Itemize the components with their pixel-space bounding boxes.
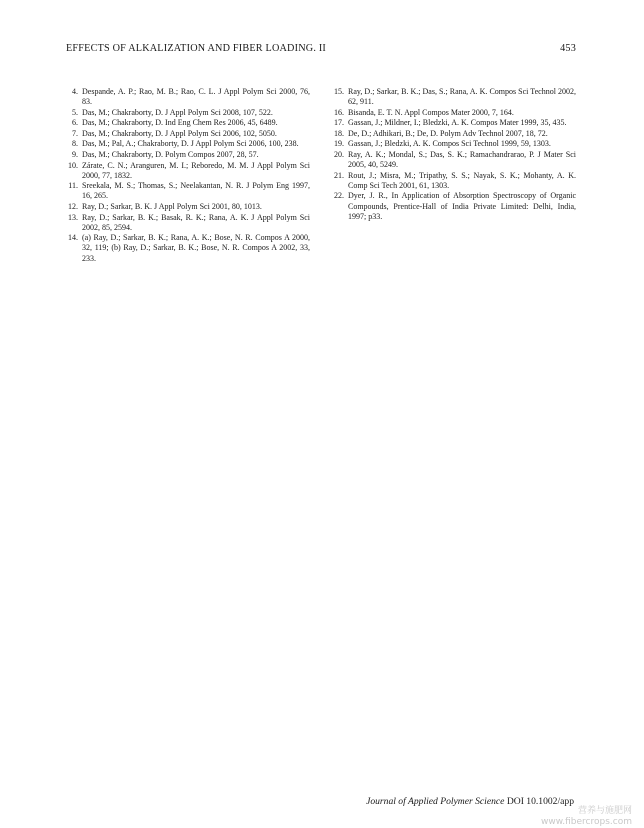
journal-name: Journal of Applied Polymer Science — [366, 796, 505, 807]
reference-number: 13. — [68, 212, 78, 222]
reference-text: Das, M.; Chakraborty, D. J Appl Polym Sci 2006, 102, 5050. — [82, 128, 277, 138]
reference-number: 11. — [68, 181, 78, 191]
reference-item — [66, 213, 310, 233]
reference-text: Ray, D.; Sarkar, B. K.; Das, S.; Rana, A. K. Compos Sci Technol 2002, 62, 911. — [348, 87, 576, 107]
reference-number: 12. — [68, 202, 78, 212]
reference-text: Ray, D.; Sarkar, B. K. J Appl Polym Sci 2001, 80, 1013. — [82, 202, 262, 212]
reference-text: Das, M.; Chakraborty, D. J Appl Polym Sci 2008, 107, 522. — [82, 107, 273, 117]
reference-number: 10. — [68, 160, 78, 170]
reference-text: Gassan, J.; Bledzki, A. K. Compos Sci Technol 1999, 59, 1303. — [348, 139, 551, 149]
reference-item — [66, 139, 310, 149]
reference-item — [66, 161, 310, 181]
references-right-column — [332, 87, 576, 222]
reference-text: Rout, J.; Misra, M.; Tripathy, S. S.; Nayak, S. K.; Mohanty, A. K. Comp Sci Tech 2001, 61, 1303. — [348, 170, 576, 190]
reference-item — [332, 118, 576, 128]
reference-number: 6. — [72, 118, 78, 128]
reference-number: 19. — [334, 139, 344, 149]
reference-item — [332, 191, 576, 221]
reference-number: 4. — [72, 87, 78, 96]
reference-number: 5. — [72, 107, 78, 117]
doi-text: DOI 10.1002/app — [506, 796, 574, 807]
watermark — [541, 806, 632, 828]
reference-item — [66, 129, 310, 139]
reference-number: 9. — [72, 150, 78, 160]
reference-number: 16. — [334, 107, 344, 117]
watermark-line: 营养与施肥网 — [577, 806, 632, 816]
reference-text: (a) Ray, D.; Sarkar, B. K.; Rana, A. K.; Bose, N. R. Compos A 2000, 32, 119; (b) Ray, D.; Sarkar, B. K.; Bose, N. R. Compos A 2002, 33, 233. — [82, 233, 310, 263]
reference-item — [332, 171, 576, 191]
reference-item — [332, 139, 576, 149]
reference-number: 20. — [334, 150, 344, 160]
reference-text: Das, M.; Chakraborty, D. Ind Eng Chem Res 2006, 45, 6489. — [82, 118, 278, 128]
reference-item — [66, 202, 310, 212]
running-title: EFFECTS OF ALKALIZATION AND FIBER LOADING. II — [66, 43, 327, 54]
reference-text: Ray, A. K.; Mondal, S.; Das, S. K.; Ramachandrarao, P. J Mater Sci 2005, 40, 5249. — [348, 150, 576, 170]
reference-item — [332, 150, 576, 170]
reference-item — [66, 150, 310, 160]
reference-text: Dyer, J. R., In Application of Absorption Spectroscopy of Organic Compounds, Prentice-Hall of India Private Limited: Delhi, India, 1997; p33. — [348, 191, 576, 221]
reference-text: Gassan, J.; Mildner, I.; Bledzki, A. K. Compos Mater 1999, 35, 435. — [348, 118, 567, 128]
reference-item — [66, 181, 310, 201]
reference-text: Despande, A. P.; Rao, M. B.; Rao, C. L. J Appl Polym Sci 2000, 76, 83. — [82, 87, 310, 107]
page-number: 453 — [560, 43, 576, 54]
reference-text: Zárate, C. N.; Aranguren, M. I.; Reboredo, M. M. J Appl Polym Sci 2000, 77, 1832. — [82, 160, 310, 180]
references-left-column — [66, 87, 310, 264]
reference-text: Das, M.; Pal, A.; Chakraborty, D. J Appl Polym Sci 2006, 100, 238. — [82, 139, 299, 149]
reference-number: 17. — [334, 118, 344, 128]
reference-item — [66, 108, 310, 118]
reference-item — [66, 233, 310, 263]
reference-item — [66, 87, 310, 107]
watermark-url: www.fibercrops.com — [541, 817, 632, 827]
reference-item — [66, 118, 310, 128]
reference-item — [332, 129, 576, 139]
reference-number: 15. — [334, 87, 344, 96]
reference-item — [332, 108, 576, 118]
reference-text: Das, M.; Chakraborty, D. Polym Compos 2007, 28, 57. — [82, 150, 259, 160]
reference-item — [332, 87, 576, 107]
reference-number: 18. — [334, 128, 344, 138]
reference-text: De, D.; Adhikari, B.; De, D. Polym Adv Technol 2007, 18, 72. — [348, 128, 548, 138]
reference-text: Ray, D.; Sarkar, B. K.; Basak, R. K.; Rana, A. K. J Appl Polym Sci 2002, 85, 2594. — [82, 212, 310, 232]
reference-text: Bisanda, E. T. N. Appl Compos Mater 2000, 7, 164. — [348, 107, 514, 117]
reference-number: 7. — [72, 128, 78, 138]
reference-number: 21. — [334, 170, 344, 180]
reference-number: 8. — [72, 139, 78, 149]
reference-text: Sreekala, M. S.; Thomas, S.; Neelakantan, N. R. J Polym Eng 1997, 16, 265. — [82, 181, 310, 201]
reference-number: 14. — [68, 233, 78, 243]
reference-number: 22. — [334, 191, 344, 201]
